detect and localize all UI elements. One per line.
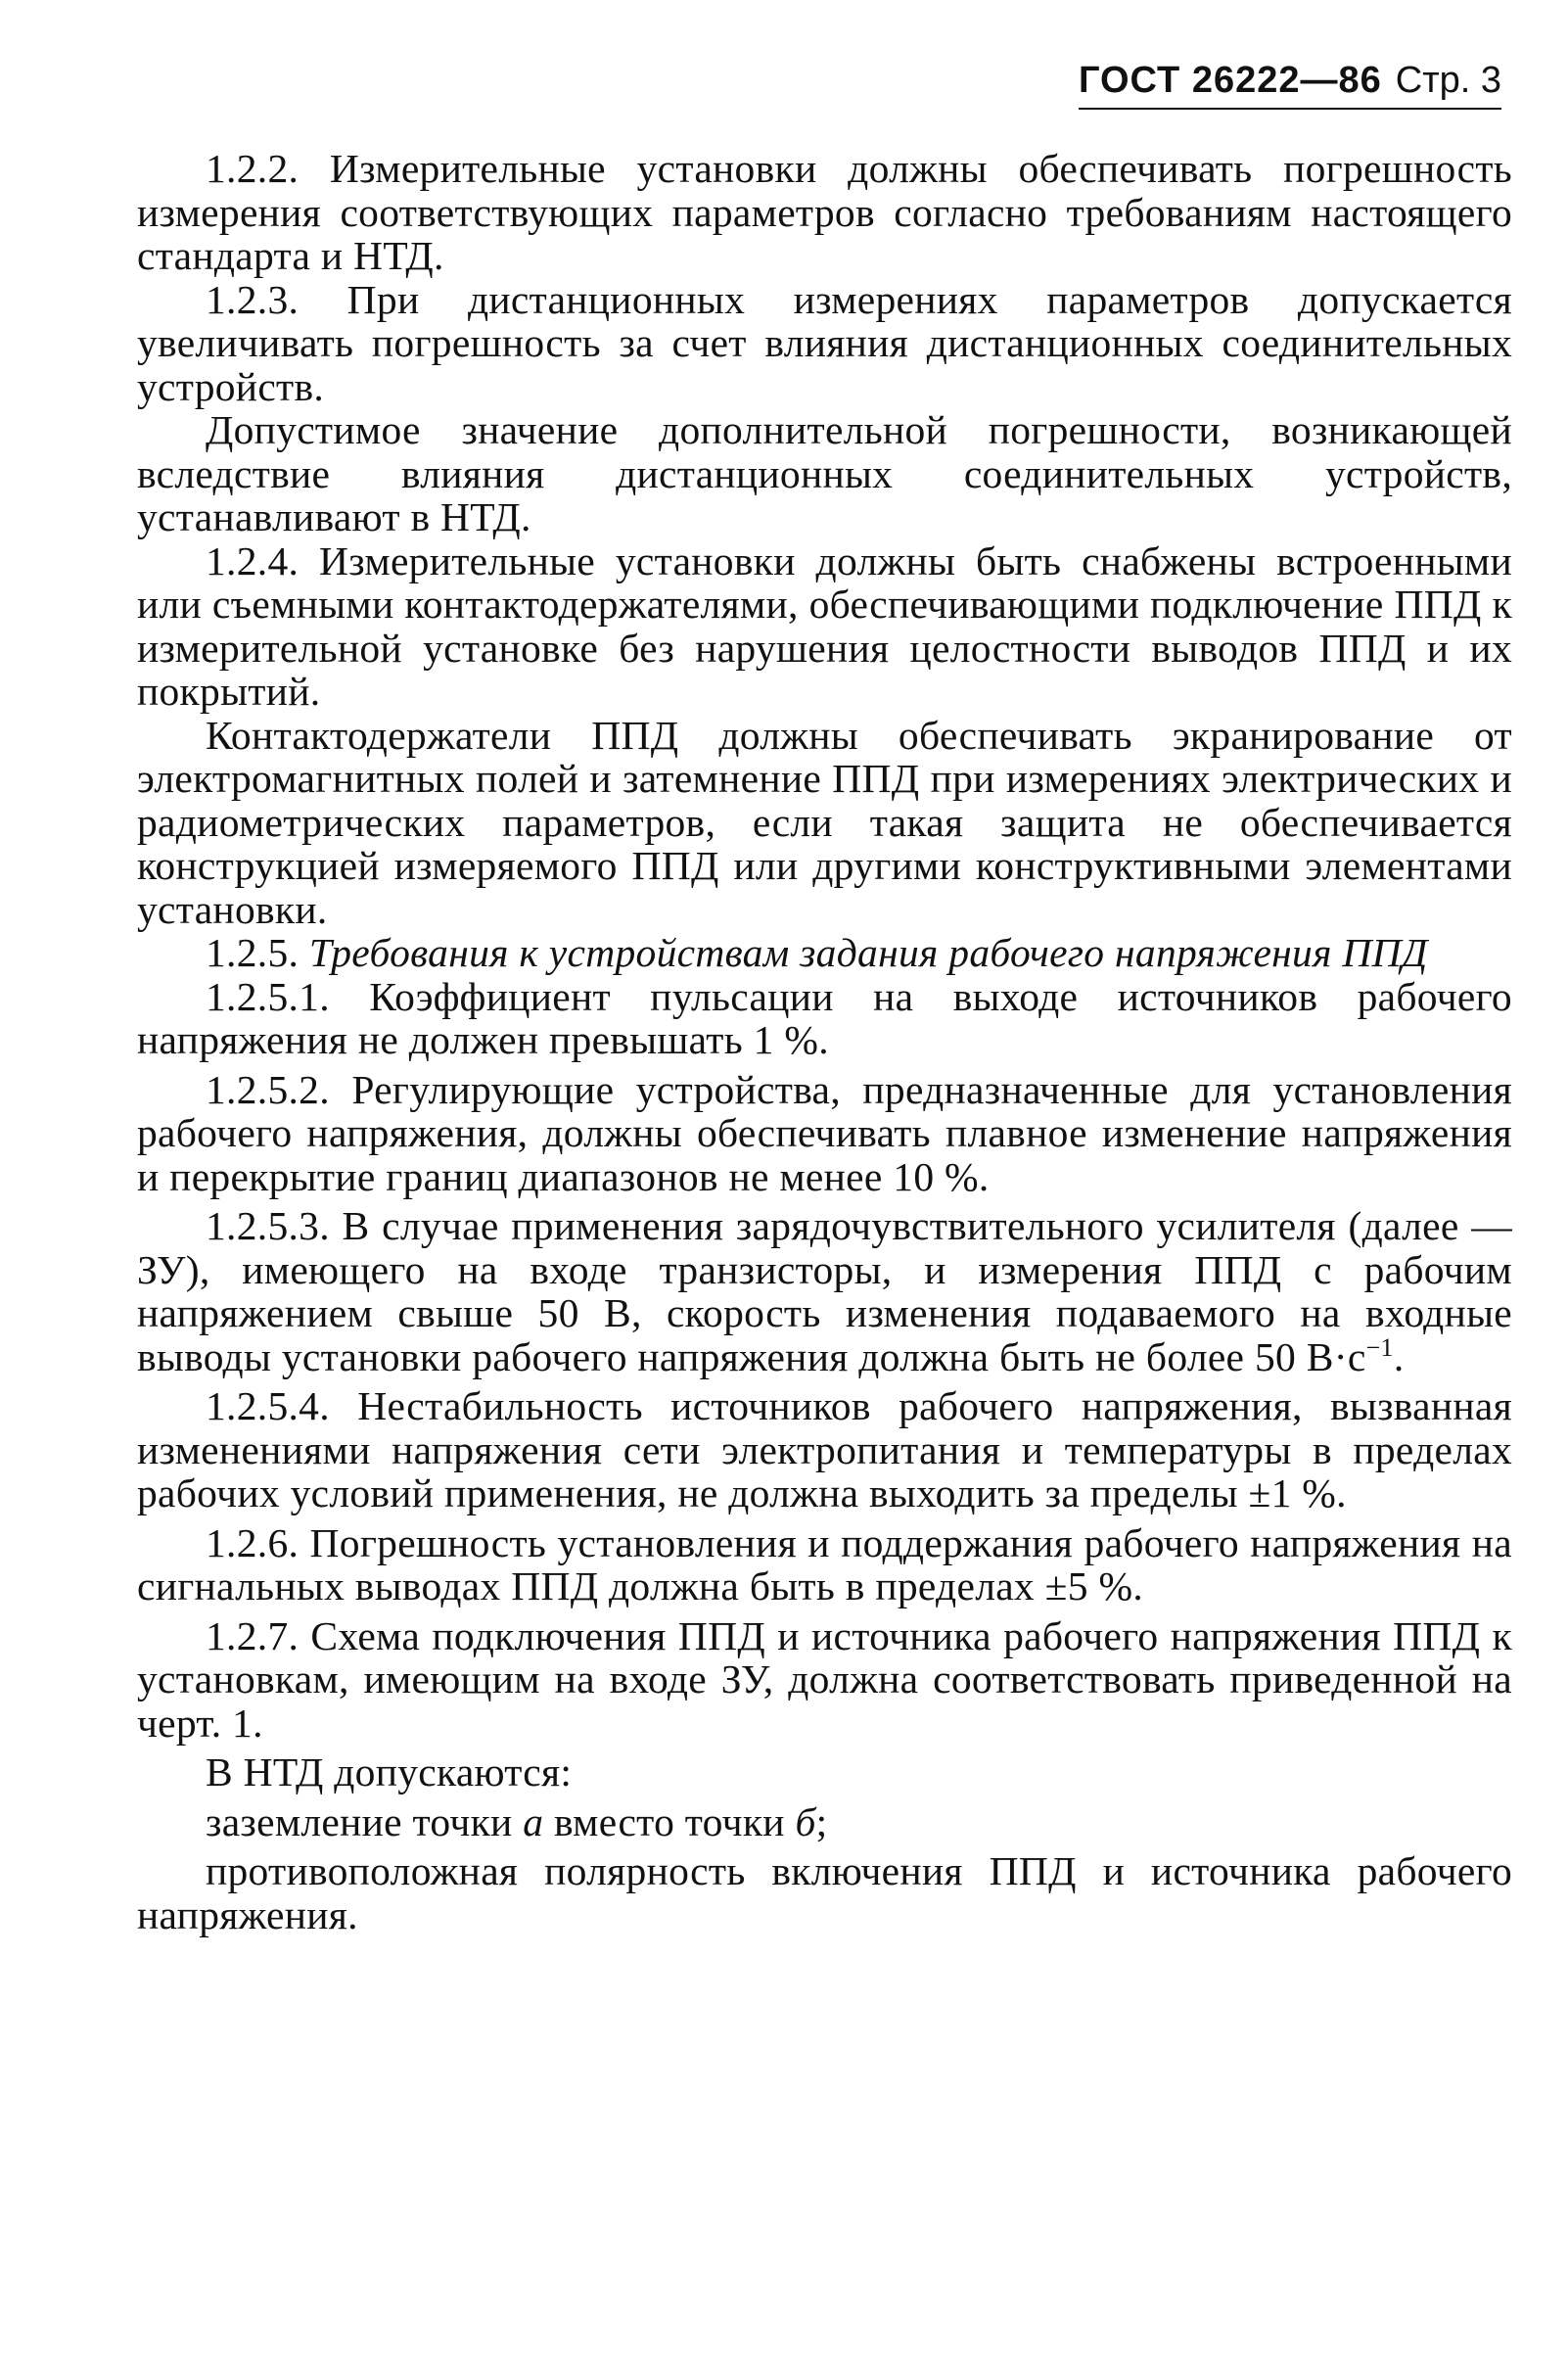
point-a: а	[523, 1798, 544, 1844]
paragraph-1-2-5-2: 1.2.5.2. Регулирующие устройства, предназначенные для установления рабочего напряжения, должны обеспечивать плавное изменение напряжения и перекрытие границ диапазонов не менее 10 %.	[137, 1066, 1512, 1199]
paragraph-allowed: В НТД допускаются:	[206, 1749, 573, 1794]
paragraph-grounding	[137, 1800, 1512, 1844]
section-heading-1-2-5	[137, 931, 1512, 975]
paragraph-1-2-6: 1.2.6. Погрешность установления и поддержания рабочего напряжения на сигнальных выводах ППД должна быть в пределах ±5 %.	[137, 1519, 1512, 1608]
text-part: вместо точки	[543, 1798, 796, 1844]
point-b: б	[795, 1798, 816, 1844]
text-part: заземление точки	[206, 1798, 524, 1844]
document-body	[137, 147, 1512, 1936]
section-number: 1.2.5.	[206, 930, 300, 975]
page-number: Стр. 3	[1395, 60, 1501, 101]
paragraph-1-2-5-3	[137, 1204, 1512, 1378]
paragraph-additional-error: Допустимое значение дополнительной погрешности, возникающей вследствие влияния дистанционных соединительных устройств, устанавливают в НТД.	[137, 407, 1512, 539]
paragraph-1-2-5-1: 1.2.5.1. Коэффициент пульсации на выходе источников рабочего напряжения не должен превышать 1 %.	[137, 973, 1512, 1062]
paragraph-1-2-4: 1.2.4. Измерительные установки должны быть снабжены встроенными или съемными контактодержателями, обеспечивающими подключение ППД к измерительной установке без нарушения целостности выводов ППД и их покрытий.	[137, 537, 1512, 714]
paragraph-end: .	[1393, 1333, 1405, 1379]
paragraph-text: 1.2.5.3. В случае применения зарядочувствительного усилителя (далее — ЗУ), имеющего на входе транзисторы, и измерения ППД с рабочим напряжением свыше 50 В, скорость изменения подаваемого на входные выводы установки рабочего напряжения должна быть не более 50 В·с	[137, 1203, 1512, 1379]
page-header	[1079, 61, 1501, 110]
paragraph-contact-holders: Контактодержатели ППД должны обеспечивать экранирование от электромагнитных полей и затемнение ППД при измерениях электрических и радиометрических параметров, если такая защита не обеспечивается конструкцией измеряемого ППД или другими конструктивными элементами установки.	[137, 712, 1512, 932]
superscript: −1	[1365, 1332, 1394, 1362]
document-number: ГОСТ 26222—86	[1078, 60, 1382, 101]
paragraph-1-2-7: 1.2.7. Схема подключения ППД и источника рабочего напряжения ППД к установкам, имеющим на входе ЗУ, должна соответствовать приведенной на черт. 1.	[137, 1612, 1512, 1746]
paragraph-polarity: противоположная полярность включения ППД и источника рабочего напряжения.	[137, 1848, 1512, 1937]
text-part: ;	[815, 1798, 828, 1844]
paragraph-1-2-3: 1.2.3. При дистанционных измерениях параметров допускается увеличивать погрешность за счет влияния дистанционных соединительных устройств.	[137, 276, 1512, 409]
paragraph-1-2-5-4: 1.2.5.4. Нестабильность источников рабочего напряжения, вызванная изменениями напряжения сети электропитания и температуры в пределах рабочих условий применения, не должна выходить за пределы ±1 %.	[137, 1383, 1512, 1515]
paragraph-1-2-2: 1.2.2. Измерительные установки должны обеспечивать погрешность измерения соответствующих параметров согласно требованиям настоящего стандарта и НТД.	[137, 146, 1512, 278]
section-title: Требования к устройствам задания рабочего напряжения ППД	[308, 930, 1428, 975]
